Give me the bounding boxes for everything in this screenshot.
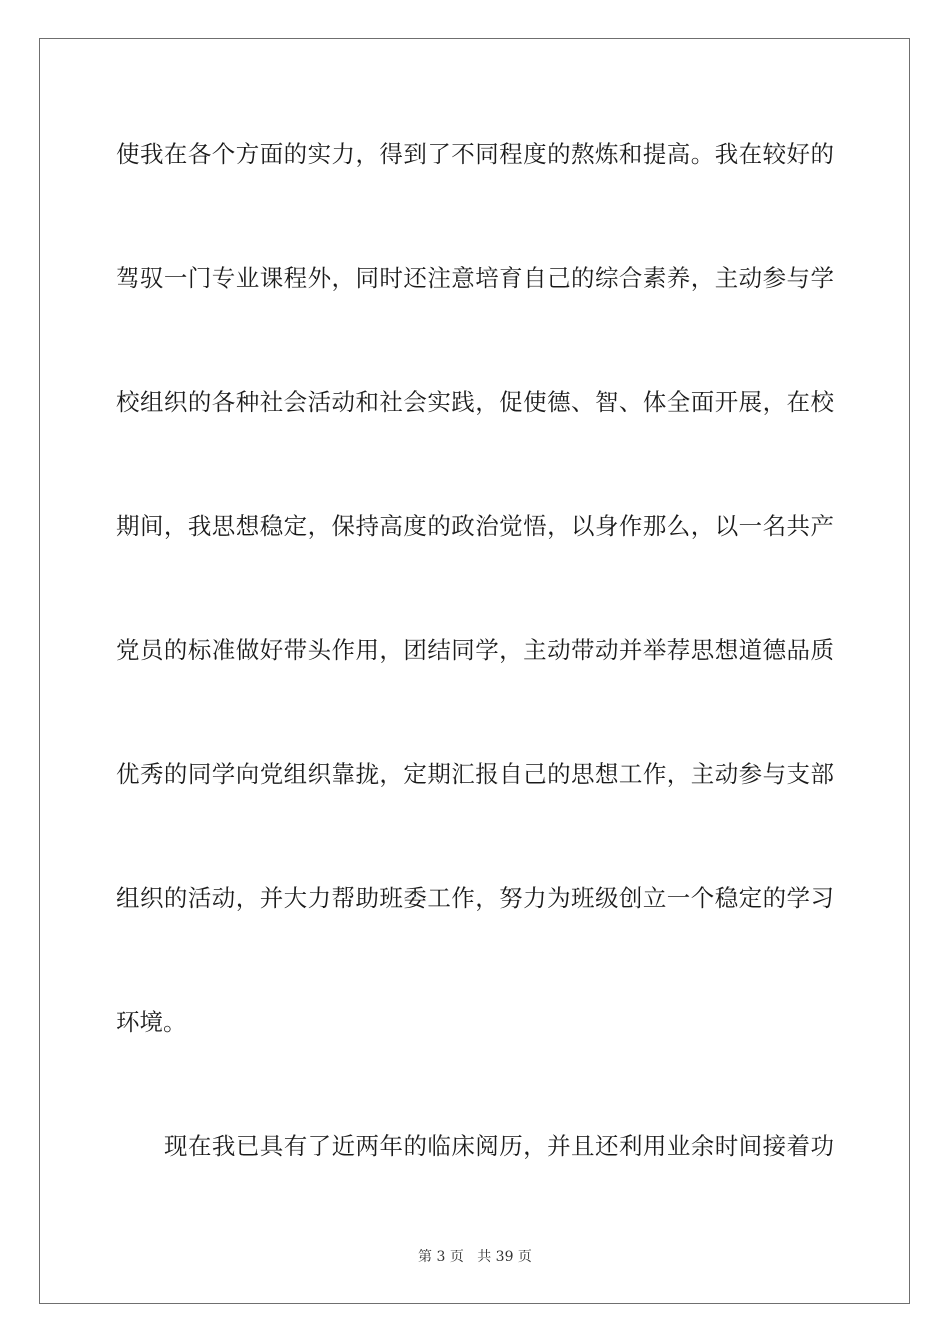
page-total: 共 39 页 — [477, 1249, 532, 1265]
text-line-9: 现在我已具有了近两年的临床阅历，并且还利用业余时间接着功 — [164, 1132, 834, 1160]
page-number: 第 3 页 — [418, 1249, 464, 1265]
text-line-1: 使我在各个方面的实力，得到了不同程度的熬炼和提高。我在较好的 — [116, 140, 834, 168]
page-footer — [0, 1246, 950, 1266]
text-line-3: 校组织的各种社会活动和社会实践，促使德、智、体全面开展，在校 — [116, 388, 834, 416]
text-line-6: 优秀的同学向党组织靠拢，定期汇报自己的思想工作，主动参与支部 — [116, 760, 834, 788]
text-line-2: 驾驭一门专业课程外，同时还注意培育自己的综合素养，主动参与学 — [116, 264, 834, 292]
text-line-8: 环境。 — [116, 1008, 187, 1036]
text-line-5: 党员的标准做好带头作用，团结同学，主动带动并举荐思想道德品质 — [116, 636, 834, 664]
text-line-7: 组织的活动，并大力帮助班委工作，努力为班级创立一个稳定的学习 — [116, 884, 834, 912]
text-line-4: 期间，我思想稳定，保持高度的政治觉悟，以身作那么，以一名共产 — [116, 512, 834, 540]
